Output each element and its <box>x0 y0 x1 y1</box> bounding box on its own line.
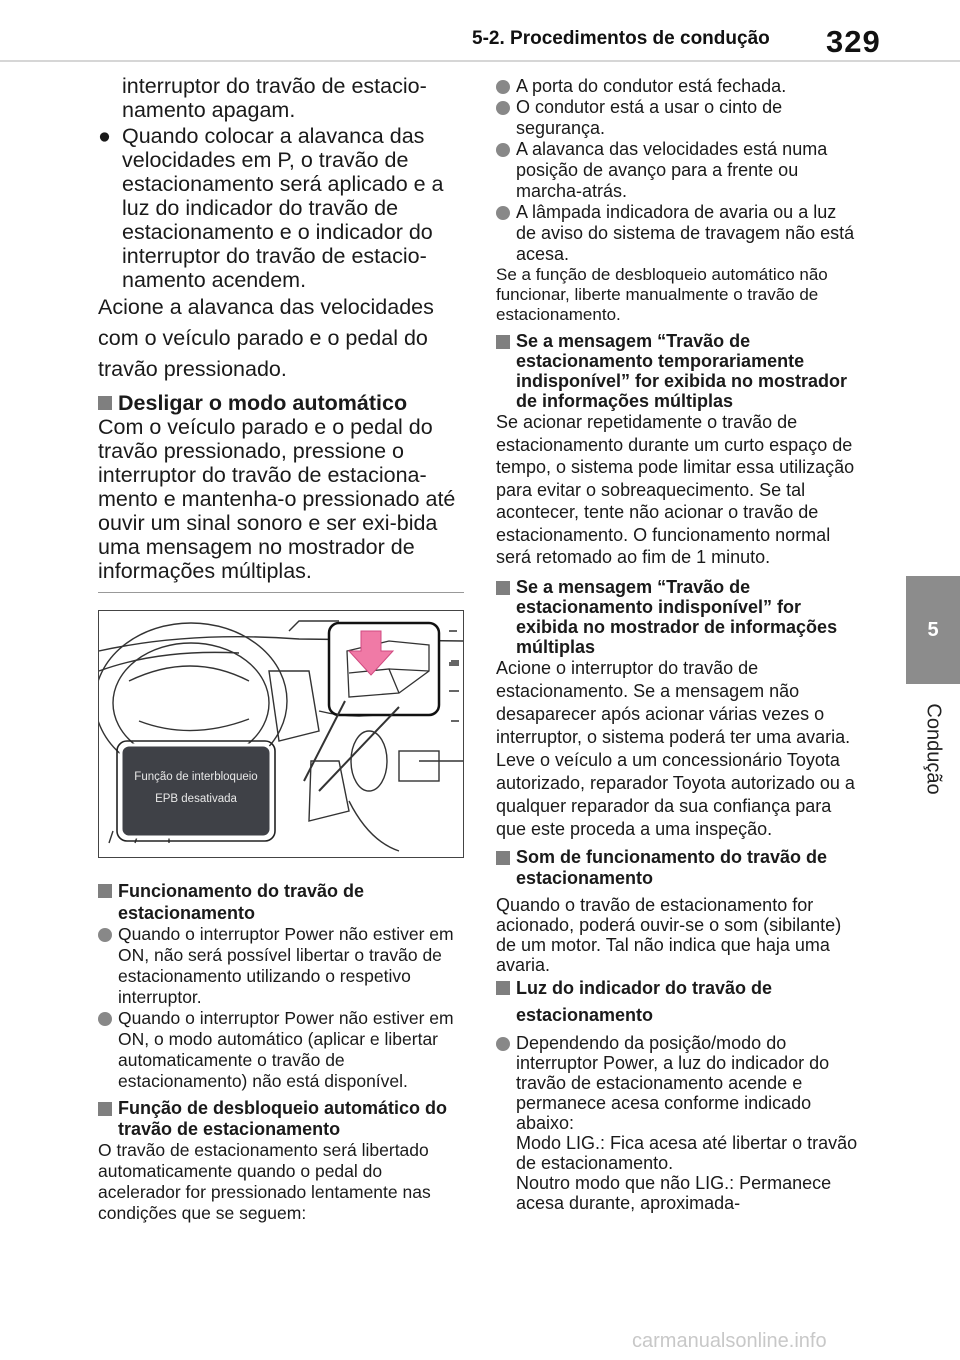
paragraph: O travão de estacionamento será libertado automaticamente quando o pedal do acelerador for pressionado lentamente nas condições que se seguem: <box>98 1140 431 1223</box>
condition-item <box>496 97 860 139</box>
circle-bullet-icon <box>496 80 510 94</box>
subsection-heading <box>98 880 464 924</box>
subsection-heading <box>496 847 860 889</box>
circle-bullet-icon <box>496 206 510 220</box>
dashboard-illustration <box>98 610 464 858</box>
heading-text: Luz do indicador do travão de estacionamento <box>516 977 773 1025</box>
condition-item <box>496 139 860 202</box>
dot-bullet-item <box>496 1033 860 1133</box>
square-bullet-icon <box>496 851 510 865</box>
circle-bullet-icon <box>496 101 510 115</box>
indented-line: Noutro modo que não LIG.: Permanece acesa durante, aproximada- <box>516 1172 832 1213</box>
square-bullet-icon <box>98 1102 112 1116</box>
subsection-heading <box>98 1098 464 1140</box>
square-bullet-icon <box>496 581 510 595</box>
subsection-heading <box>496 577 860 657</box>
circle-bullet-icon <box>98 1012 112 1026</box>
heading-text: Se a mensagem “Travão de estacionamento temporariamente indisponível” for exibida no mostrador de informações múltiplas <box>516 331 848 411</box>
paragraph: Acione a alavanca das velocidades com o veículo parado e o pedal do travão pressionado. <box>98 295 434 381</box>
paragraph: Se acionar repetidamente o travão de estacionamento durante um curto espaço de tempo, o sistema pode limitar essa utilização para evitar o sobreaquecimento. Se tal acontecer, tente não acionar o travão de estacionamento. O funcionamento normal será retomado ao fim de 1 minuto. <box>496 412 855 567</box>
heading-text: Função de desbloqueio automático do travão de estacionamento <box>118 1098 448 1139</box>
chapter-tab: 5 <box>906 576 960 684</box>
watermark: carmanualsonline.info <box>632 1330 827 1352</box>
chapter-label <box>908 690 958 808</box>
circle-bullet-icon <box>98 928 112 942</box>
square-bullet-icon <box>496 981 510 995</box>
page-header <box>0 0 960 64</box>
indented-line: Modo LIG.: Fica acesa até libertar o travão de estacionamento. <box>516 1132 858 1173</box>
paragraph: Com o veículo parado e o pedal do travão pressionado, pressione o interruptor do travão de estaciona-mento e mantenha-o pressionado até ouvir um sinal sonoro e ser exi-bida uma mensagem no mostrador de informações múltiplas. <box>98 415 456 583</box>
heading-text: Desligar o modo automático <box>118 391 408 415</box>
continued-text: interruptor do travão de estacio-namento apagam. <box>122 74 427 122</box>
condition-item <box>496 76 860 97</box>
heading-text: Funcionamento do travão de estacionamento <box>118 881 365 923</box>
circle-bullet-icon <box>496 143 510 157</box>
heading-text: Som de funcionamento do travão de estacionamento <box>516 846 828 888</box>
bullet-item <box>98 124 466 292</box>
paragraph: Acione o interruptor do travão de estacionamento. Se a mensagem não desaparecer após acionar várias vezes o interruptor, o sistema poderá ter uma avaria. Leve o veículo a um concessionário Toyota autorizado, reparador Toyota autorizado ou a qualquer reparador da sua confiança para que este proceda a uma inspeção. <box>496 657 855 839</box>
square-bullet-icon <box>98 884 112 898</box>
right-column <box>496 76 860 1213</box>
paragraph: Quando o travão de estacionamento for acionado, poderá ouvir-se o som (sibilante) de um motor. Tal não indica que haja uma avaria. <box>496 894 842 975</box>
paragraph: Se a função de desbloqueio automático não funcionar, liberte manualmente o travão de estacionamento. <box>496 265 828 324</box>
bullet-text: A alavanca das velocidades está numa posição de avanço para a frente ou marcha-atrás. <box>516 139 828 201</box>
section-title: 5-2. Procedimentos de condução <box>472 28 770 49</box>
dot-bullet-item <box>98 1008 464 1092</box>
left-column-top <box>98 74 466 583</box>
left-column-bottom <box>98 880 464 1224</box>
bullet-text: Quando o interruptor Power não estiver em ON, o modo automático (aplicar e libertar automaticamente o travão de estacionamento) não está disponível. <box>118 1008 454 1091</box>
page-number: 329 <box>826 24 881 59</box>
dot-bullet-item <box>98 924 464 1008</box>
bullet-text: Dependendo da posição/modo do interruptor Power, a luz do indicador do travão de estacionamento acende e permanece acesa conforme indicado abaixo: <box>516 1032 830 1133</box>
display-panel <box>121 766 271 810</box>
circle-bullet-icon <box>496 1037 510 1051</box>
subsection-heading <box>496 975 860 1029</box>
dashboard-drawing <box>99 611 463 857</box>
bullet-text: A porta do condutor está fechada. <box>516 76 787 96</box>
chapter-label-text: Condução <box>922 703 945 795</box>
figure-rule <box>98 592 464 593</box>
subsection-heading <box>496 331 860 411</box>
bullet-text: Quando o interruptor Power não estiver em ON, não será possível libertar o travão de estacionamento utilizando o respetivo interruptor. <box>118 924 454 1007</box>
square-bullet-icon <box>98 396 112 410</box>
bullet-text: Quando colocar a alavanca das velocidades em P, o travão de estacionamento será aplicado e a luz do indicador do travão de estacionamento e o indicador do interruptor do travão de estacio-namento acendem. <box>122 124 444 292</box>
bullet-icon: ● <box>98 124 111 148</box>
square-bullet-icon <box>496 335 510 349</box>
heading-text: Se a mensagem “Travão de estacionamento indisponível” for exibida no mostrador de informações múltiplas <box>516 576 838 657</box>
display-line-1: Função de interbloqueio <box>134 771 258 783</box>
bullet-text: O condutor está a usar o cinto de segurança. <box>516 97 783 138</box>
display-line-2: EPB desativada <box>155 793 237 805</box>
condition-item <box>496 202 860 265</box>
section-heading <box>98 391 466 415</box>
header-rule <box>0 60 960 62</box>
bullet-text: A lâmpada indicadora de avaria ou a luz de aviso do sistema de travagem não está acesa. <box>516 202 855 264</box>
